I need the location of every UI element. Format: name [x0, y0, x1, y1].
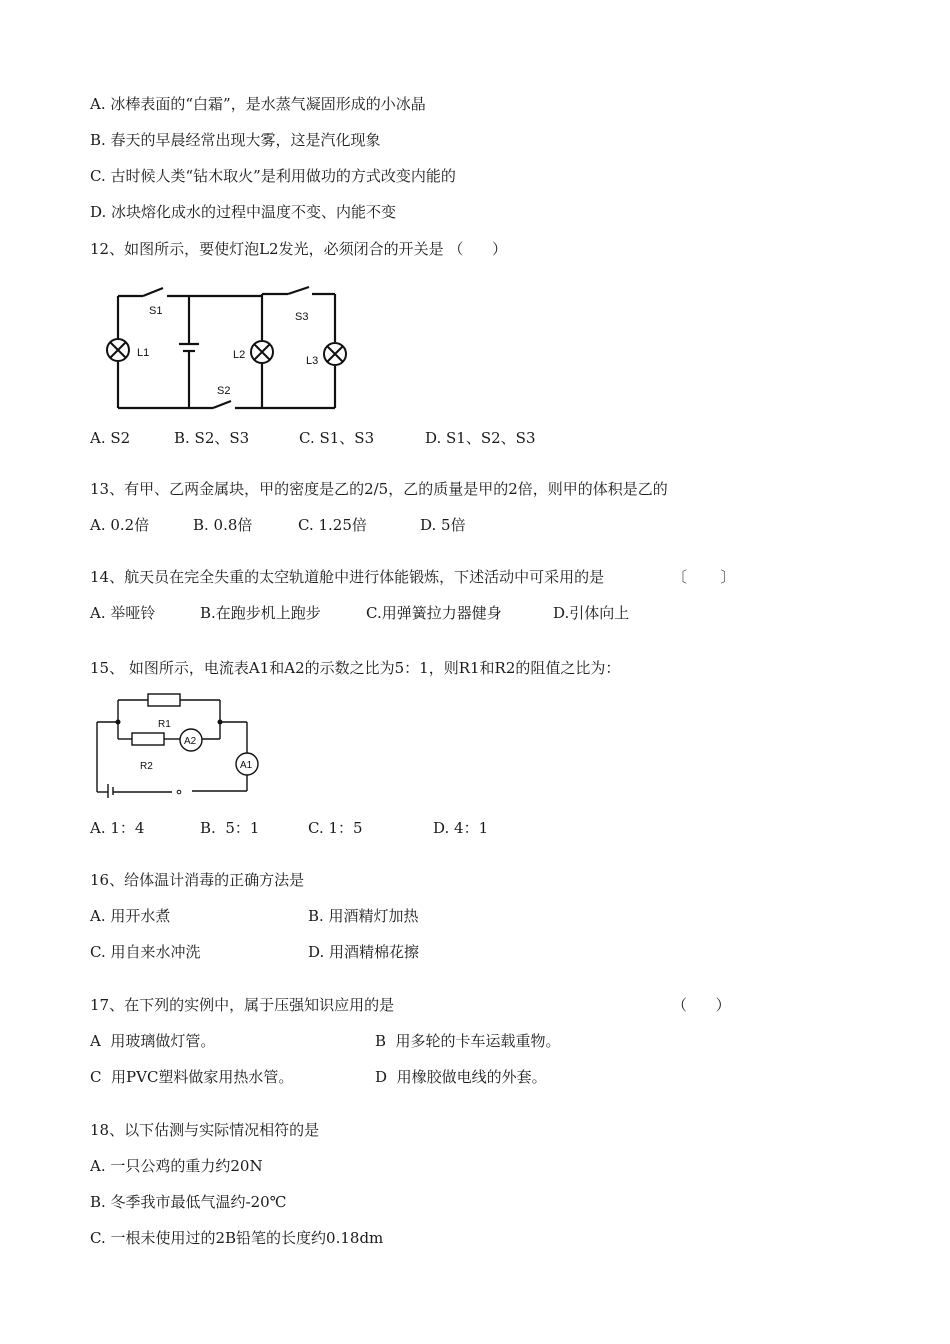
q13-option-b: B. 0.8倍 [193, 516, 253, 534]
label-l3: L3 [306, 355, 319, 367]
resistor-r2-symbol [132, 733, 164, 745]
q17-option-b: B 用多轮的卡车运载重物。 [375, 1032, 561, 1050]
q18-option-c: C. 一根未使用过的2B铅笔的长度约0.18dm [90, 1229, 384, 1247]
q11-option-a: A. 冰棒表面的“白霜”，是水蒸气凝固形成的小冰晶 [90, 95, 426, 113]
q11-option-c: C. 古时候人类“钻木取火”是利用做功的方式改变内能的 [90, 167, 456, 185]
q13-stem: 13、有甲、乙两金属块，甲的密度是乙的2/5，乙的质量是甲的2倍，则甲的体积是乙的 [90, 480, 668, 498]
q15-circuit-diagram [92, 690, 272, 800]
label-a1: A1 [240, 760, 253, 771]
q18-stem: 18、以下估测与实际情况相符的是 [90, 1121, 320, 1139]
q16-option-b: B. 用酒精灯加热 [308, 907, 419, 925]
label-r1: R1 [158, 719, 171, 730]
q13-option-c: C. 1.25倍 [298, 516, 367, 534]
q14-stem: 14、航天员在完全失重的太空轨道舱中进行体能锻炼，下述活动中可采用的是 [90, 568, 605, 586]
q17-answer-bracket: （ ） [672, 996, 731, 1014]
q18-option-a: A. 一只公鸡的重力约20N [90, 1157, 263, 1175]
resistor-r1-symbol [148, 694, 180, 706]
q16-option-c: C. 用自来水冲洗 [90, 943, 201, 961]
q14-option-d: D.引体向上 [553, 604, 630, 622]
label-a2: A2 [184, 736, 197, 747]
label-s1: S1 [149, 305, 163, 317]
q13-option-a: A. 0.2倍 [90, 516, 150, 534]
q12-option-a: A. S2 [90, 429, 131, 447]
q16-option-d: D. 用酒精棉花擦 [308, 943, 420, 961]
label-l1: L1 [137, 347, 150, 359]
q14-option-c: C.用弹簧拉力器健身 [366, 604, 502, 622]
q14-option-b: B.在跑步机上跑步 [200, 604, 321, 622]
q16-option-a: A. 用开水煮 [90, 907, 171, 925]
q16-stem: 16、给体温计消毒的正确方法是 [90, 871, 305, 889]
q18-option-b: B. 冬季我市最低气温约-20℃ [90, 1193, 287, 1211]
q12-option-b: B. S2、S3 [174, 429, 250, 447]
label-s2: S2 [217, 385, 231, 397]
q11-option-b: B. 春天的早晨经常出现大雾，这是汽化现象 [90, 131, 381, 149]
q12-option-d: D. S1、S2、S3 [425, 429, 536, 447]
label-l2: L2 [233, 349, 246, 361]
q13-option-d: D. 5倍 [420, 516, 466, 534]
q14-option-a: A. 举哑铃 [90, 604, 156, 622]
q15-option-d: D. 4：1 [433, 819, 489, 837]
label-s3: S3 [295, 311, 309, 323]
q11-option-d: D. 冰块熔化成水的过程中温度不变、内能不变 [90, 203, 397, 221]
q15-option-c: C. 1：5 [308, 819, 363, 837]
q15-stem: 15、 如图所示，电流表A1和A2的示数之比为5：1，则R1和R2的阻值之比为： [90, 659, 621, 677]
q15-option-a: A. 1：4 [90, 819, 145, 837]
q12-option-c: C. S1、S3 [299, 429, 375, 447]
q12-stem: 12、如图所示，要使灯泡L2发光，必须闭合的开关是 （ ） [90, 240, 507, 258]
q12-circuit-diagram [105, 280, 345, 410]
q17-option-d: D 用橡胶做电线的外套。 [375, 1068, 547, 1086]
q14-answer-bracket: 〔 〕 [672, 568, 736, 586]
q17-stem: 17、在下列的实例中，属于压强知识应用的是 [90, 996, 395, 1014]
label-r2: R2 [140, 761, 153, 772]
q15-option-b: B. 5：1 [200, 819, 260, 837]
q17-option-c: C 用PVC塑料做家用热水管。 [90, 1068, 294, 1086]
q17-option-a: A 用玻璃做灯管。 [90, 1032, 216, 1050]
